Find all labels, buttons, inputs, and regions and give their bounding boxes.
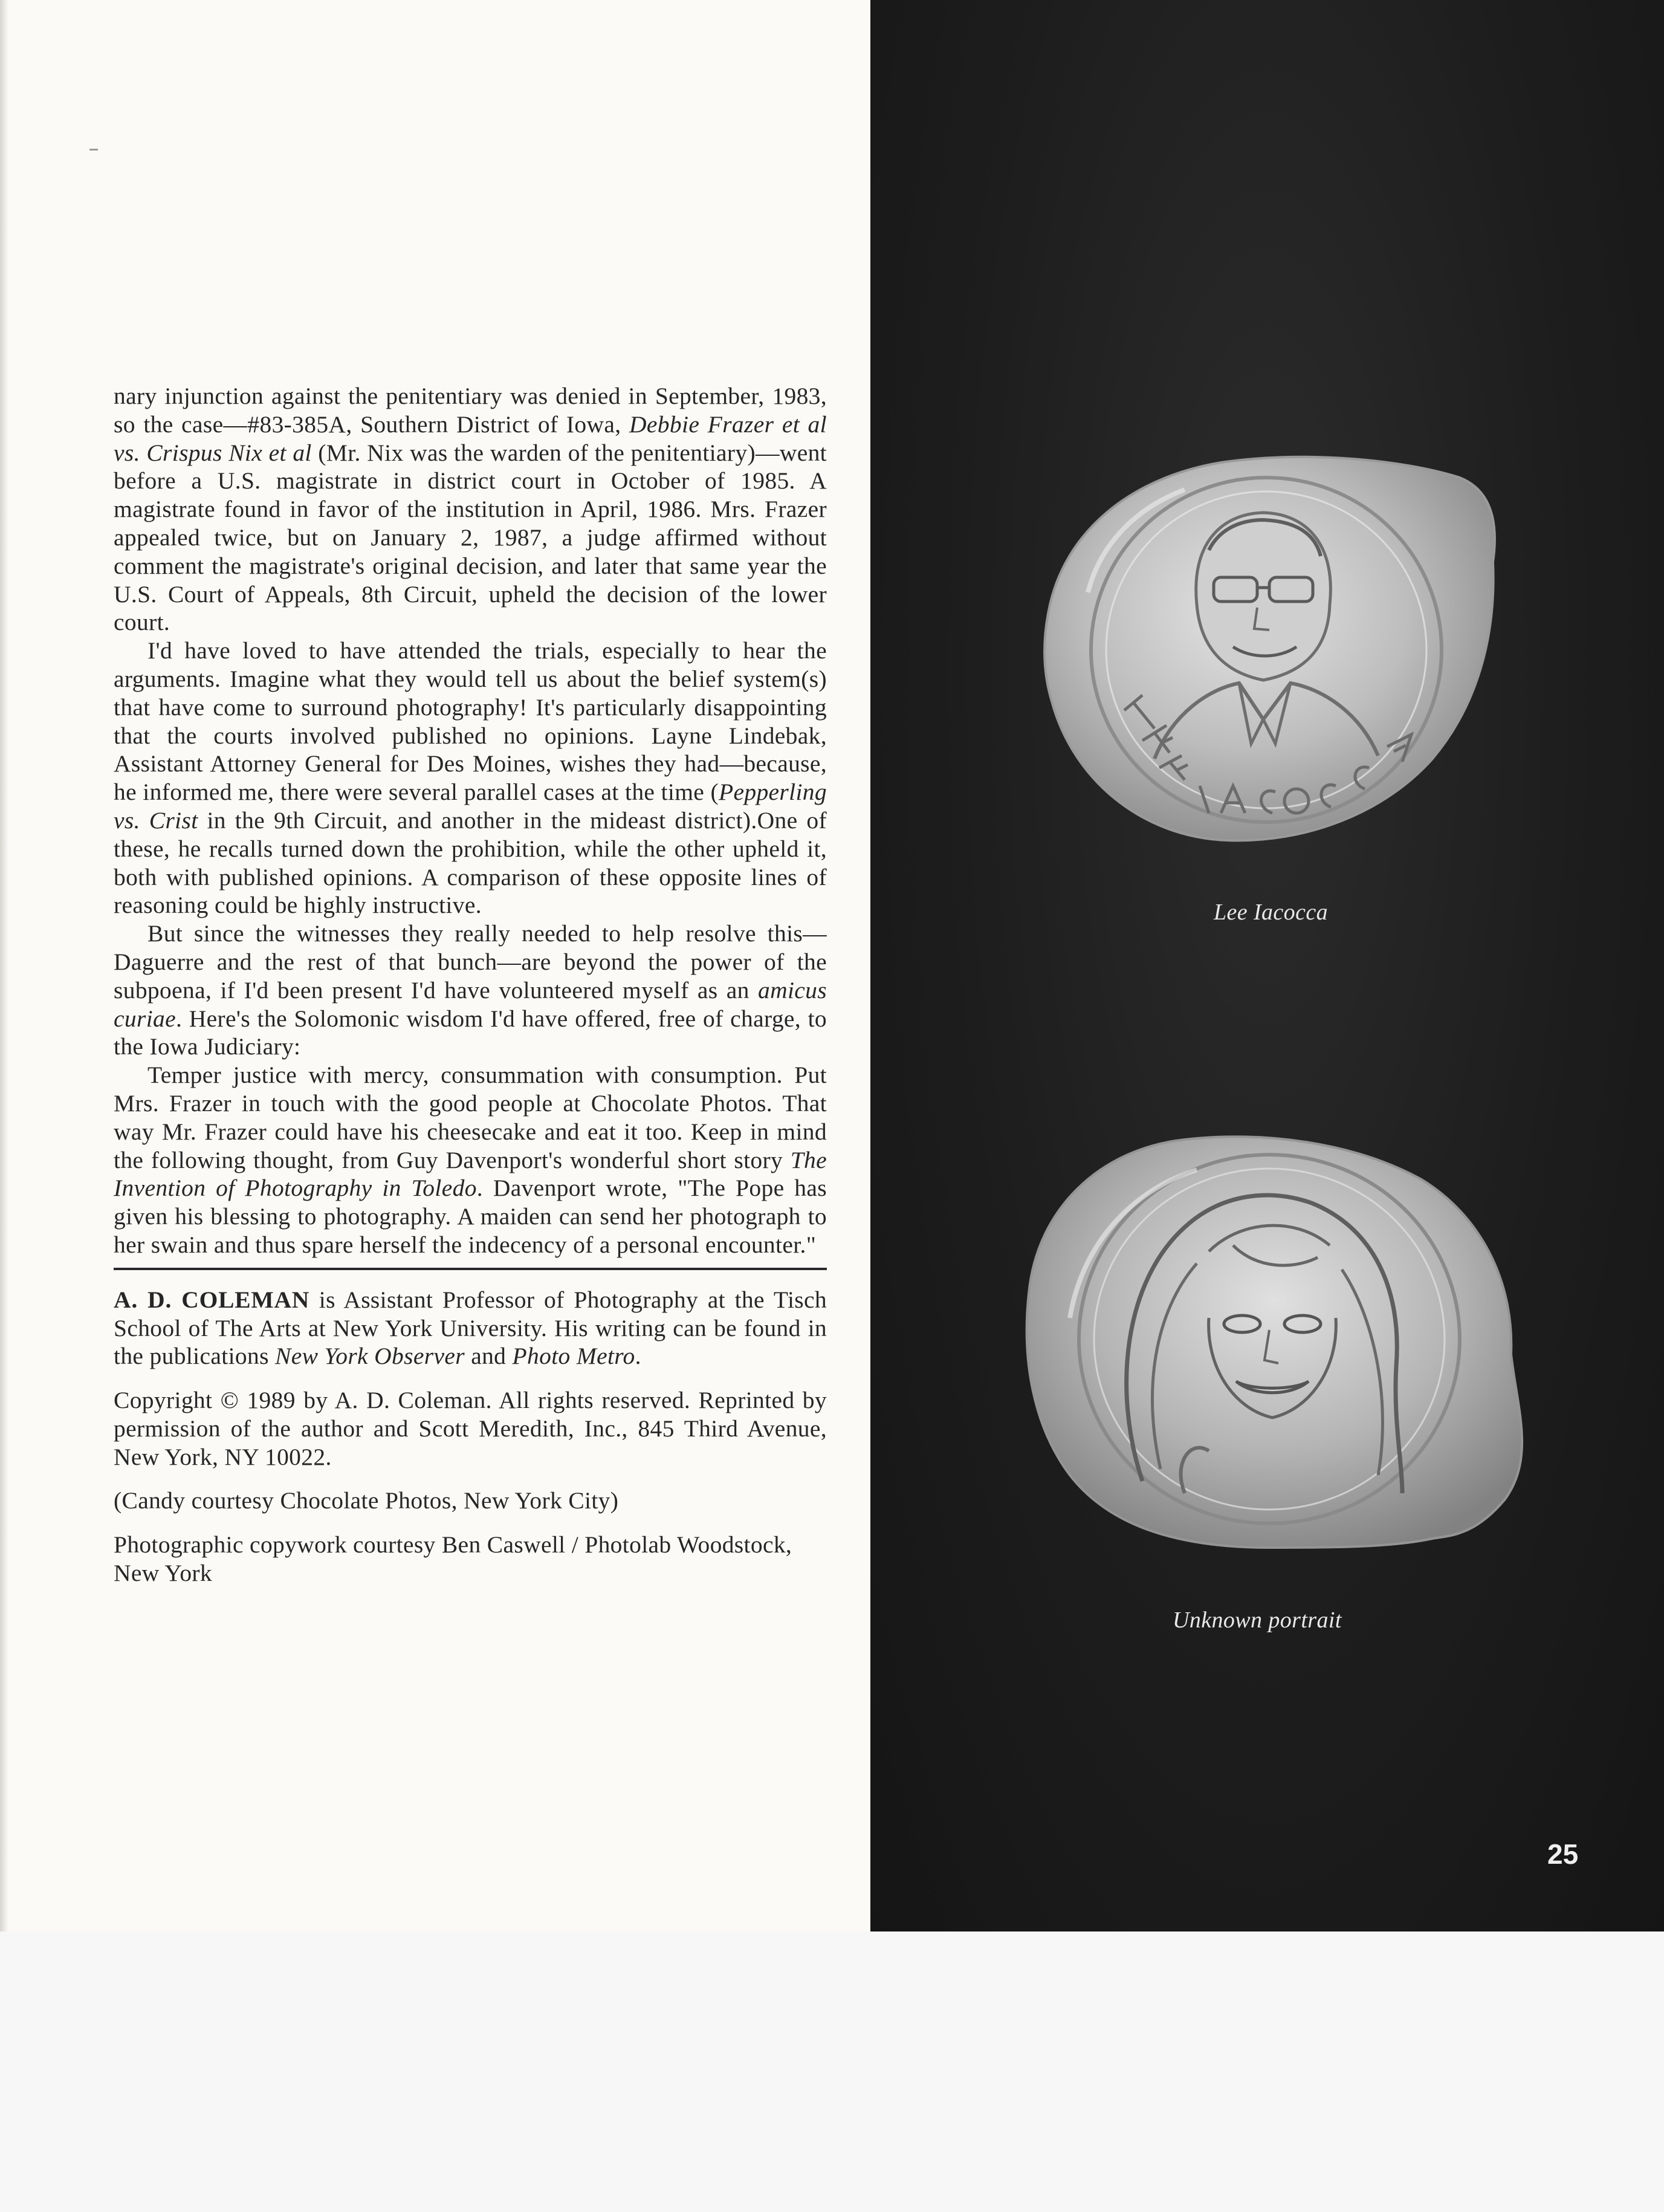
article-paragraph: I'd have loved to have attended the trials, especially to hear the arguments. Imagine what they would tell us about the belief system(s) that have come to surround photography! It's particularly disappointing that the courts involved published no opinions. Layne Lindebak, Assistant Attorney General for Des Moines, wishes they had—because, he informed me, there were several parallel cases at the time (Pepperling vs. Crist in the 9th Circuit, and another in the mideast district).One of these, he recalls turned down the prohibition, while the other upheld it, both with published opinions. A comparison of these opposite lines of reasoning could be highly instructive. [114,637,827,919]
photo-credit: Photographic copywork courtesy Ben Caswell / Photolab Woodstock, New York [114,1531,792,1587]
copyright-notice: Copyright © 1989 by A. D. Coleman. All rights reserved. Reprinted by permission of the author and Scott Meredith, Inc., 845 Third Avenue, New York, NY 10022. [114,1387,827,1470]
foil-coin-iacocca [1044,457,1495,840]
foil-candy-photographs [870,0,1664,1931]
author-name: A. D. COLEMAN [114,1286,310,1313]
caption-unknown-portrait: Unknown portrait [1173,1607,1342,1633]
photo-panel [870,0,1664,1931]
spine-shadow [0,0,8,1931]
article-paragraph: But since the witnesses they really needed to help resolve this—Daguerre and the rest of that bunch—are beyond the power of the subpoena, if I'd been present I'd have volunteered myself as an amicus curiae. Here's the Solomonic wisdom I'd have offered, free of charge, to the Iowa Judiciary: [114,920,827,1060]
article-paragraph: nary injunction against the penitentiary was denied in September, 1983, so the case—#83-385A, Southern District of Iowa, Debbie Frazer et al vs. Crispus Nix et al (Mr. Nix was the warden of the penitentiary)—went before a U.S. magistrate in district court in October of 1985. A magistrate found in favor of the institution in April, 1986. Mrs. Frazer appealed twice, but on January 2, 1987, a judge affirmed without comment the magistrate's original decision, and later that same year the U.S. Court of Appeals, 8th Circuit, upheld the decision of the lower court. [114,383,827,636]
stray-mark [89,149,98,151]
author-bio [114,1286,827,1370]
article-column [114,382,827,1603]
author-description: is Assistant Professor of Photography at the Tisch School of The Arts at New York University. His writing can be found in the publications New York Observer and Photo Metro. [114,1286,827,1370]
article-paragraph: Temper justice with mercy, consummation with consumption. Put Mrs. Frazer in touch with the good people at Chocolate Photos. That way Mr. Frazer could have his cheesecake and eat it too. Keep in mind the following thought, from Guy Davenport's wonderful short story The Invention of Photography in Toledo. Davenport wrote, "The Pope has given his blessing to photography. A maiden can send her photograph to her swain and thus spare herself the indecency of a personal encounter." [114,1062,827,1258]
caption-lee-iacocca: Lee Iacocca [1214,900,1329,925]
candy-credit: (Candy courtesy Chocolate Photos, New York City) [114,1487,619,1514]
foil-coin-unknown [1027,1137,1522,1548]
page-number: 25 [1547,1838,1579,1870]
bio-divider [114,1268,827,1270]
scan-background [0,1931,1664,2212]
